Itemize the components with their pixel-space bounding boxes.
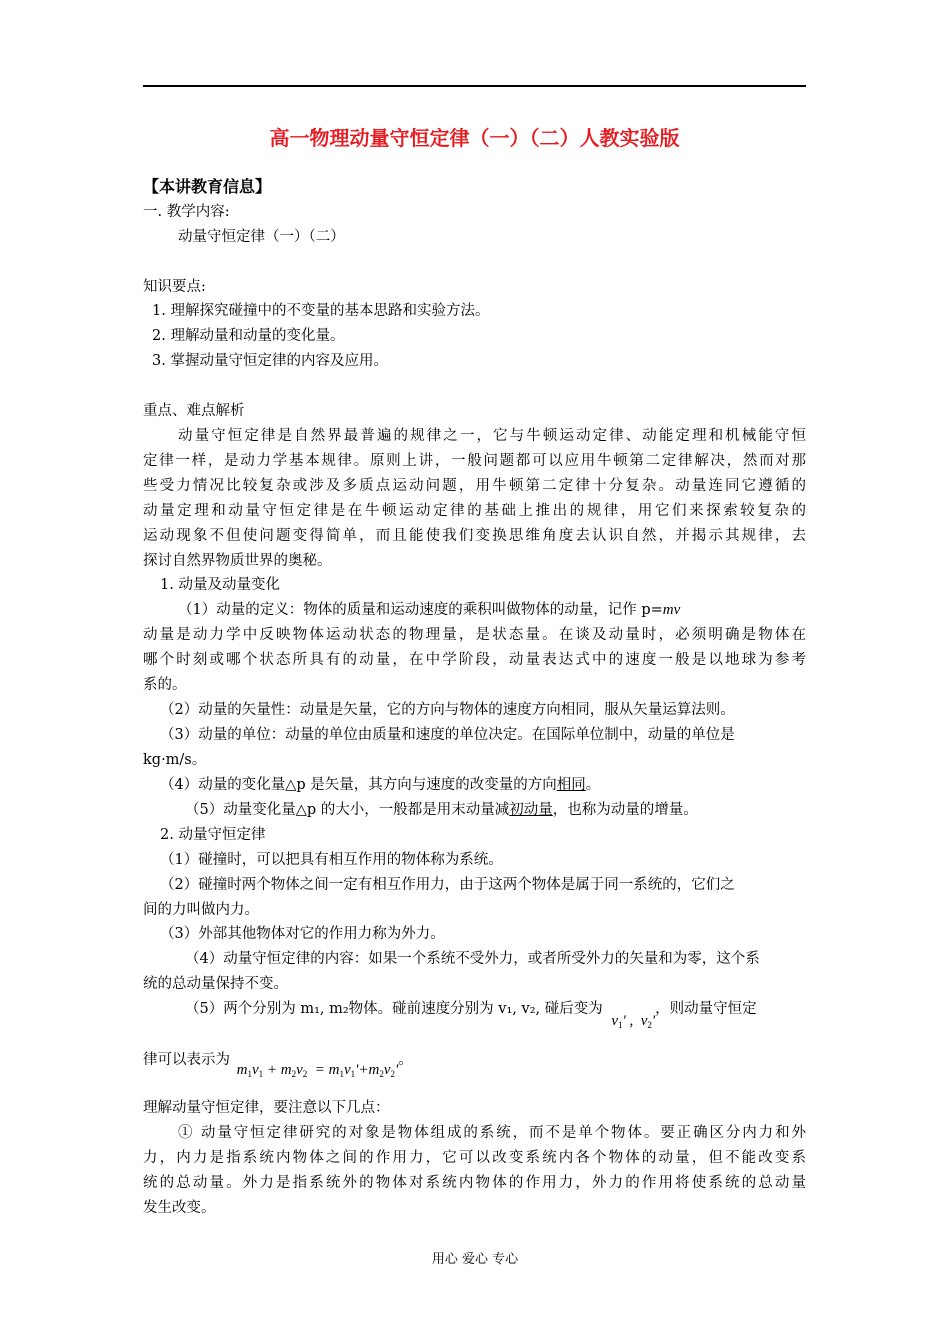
s1-vector: （2）动量的矢量性：动量是矢量，它的方向与物体的速度方向相同，服从矢量运算法则。 bbox=[160, 702, 735, 718]
notes-label: 理解动量守恒定律，要注意以下几点： bbox=[143, 1100, 390, 1116]
key-point-item: 3. 掌握动量守恒定律的内容及应用。 bbox=[152, 353, 388, 369]
s2-internal: （2）碰撞时两个物体之间一定有相互作用力，由于这两个物体是属于同一系统的，它们之 bbox=[160, 877, 735, 893]
s1-definition-cont: 动量是动力学中反映物体运动状态的物理量，是状态量。在谈及动量时，必须明确是物体在 bbox=[143, 627, 806, 643]
s1-unit: （3）动量的单位：动量的单位由质量和速度的单位决定。在国际单位制中，动量的单位是 bbox=[160, 727, 735, 743]
key-point-item: 2. 理解动量和动量的变化量。 bbox=[152, 328, 345, 344]
intro-line: 些受力情况比较复杂或涉及多质点运动问题，用牛顿第二定律十分复杂。动量连同它遵循的 bbox=[143, 478, 806, 494]
note-line: 统的总动量。外力是指系统外的物体对系统内物体的作用力，外力的作用将使系统的总动量 bbox=[143, 1175, 806, 1191]
s2-formula-intro bbox=[185, 999, 855, 1030]
s1-magnitude-text: （5）动量变化量△p 的大小，一般都是用末动量减 bbox=[185, 802, 510, 818]
section-header: 【本讲教育信息】 bbox=[143, 177, 272, 196]
s1-change-underlined: 相同 bbox=[556, 777, 586, 793]
note-line: 力，内力是指系统内物体之间的作用力，它可以改变系统内各个物体的动量，但不能改变系 bbox=[143, 1150, 806, 1166]
intro-line: 运动现象不但使问题变得简单，而且能使我们变换思维角度去认识自然，并揭示其规律，去 bbox=[143, 528, 806, 544]
s1-magnitude bbox=[185, 800, 855, 820]
s2-formula-line bbox=[143, 1050, 813, 1079]
s2-external: （3）外部其他物体对它的作用力称为外力。 bbox=[160, 926, 445, 942]
intro-line: 动量守恒定律是自然界最普遍的规律之一，它与牛顿运动定律、动能定理和机械能守恒 bbox=[178, 428, 806, 444]
momentum-conservation-formula: $m_1v_1 + m_2v_2 = m_1v_1'+m_2v_2'$ bbox=[236, 1062, 399, 1079]
intro-line: 动量定理和动量守恒定律是在牛顿运动定律的基础上推出的规律，用它们来探索较复杂的 bbox=[143, 503, 806, 519]
s1-change-text: （4）动量的变化量△p 是矢量，其方向与速度的改变量的方向 bbox=[160, 777, 557, 793]
momentum-formula: mv bbox=[662, 602, 681, 618]
analysis-label: 重点、难点解析 bbox=[143, 403, 245, 419]
s2-internal-cont: 间的力叫做内力。 bbox=[143, 902, 259, 918]
s2-content: （4）动量守恒定律的内容：如果一个系统不受外力，或者所受外力的矢量和为零，这个系 bbox=[185, 951, 760, 967]
key-points-label: 知识要点: bbox=[143, 279, 206, 295]
page-footer: 用心 爱心 专心 bbox=[431, 1252, 519, 1267]
s1-change bbox=[160, 775, 830, 795]
s1-unit-cont: kg·m/s。 bbox=[143, 752, 207, 768]
s2-formula-tail: ，则动量守恒定 bbox=[655, 1001, 757, 1017]
note-line: ① 动量守恒定律研究的对象是物体组成的系统，而不是单个物体。要正确区分内力和外 bbox=[178, 1125, 806, 1141]
s1-heading: 1. 动量及动量变化 bbox=[160, 577, 280, 593]
key-point-item: 1. 理解探究碰撞中的不变量的基本思路和实验方法。 bbox=[152, 303, 490, 319]
s1-definition-cont: 哪个时刻或哪个状态所具有的动量，在中学阶段，动量表达式中的速度一般是以地球为参考 bbox=[143, 652, 806, 668]
page-title: 高一物理动量守恒定律（一）（二）人教实验版 bbox=[269, 126, 680, 150]
s1-definition-text: （1）动量的定义：物体的质量和运动速度的乘积叫做物体的动量，记作 p= bbox=[178, 602, 663, 618]
s2-content-cont: 统的总动量保持不变。 bbox=[143, 976, 288, 992]
s2-heading: 2. 动量守恒定律 bbox=[160, 827, 266, 843]
s2-formula-end: 。 bbox=[398, 1052, 413, 1068]
s1-magnitude-end: ，也称为动量的增量。 bbox=[552, 802, 698, 818]
s1-definition bbox=[178, 600, 848, 620]
s2-system: （1）碰撞时，可以把具有相互作用的物体称为系统。 bbox=[160, 852, 503, 868]
s1-magnitude-underlined: 初动量 bbox=[509, 802, 553, 818]
teaching-content-label: 一. 教学内容: bbox=[143, 204, 230, 220]
s1-change-end: 。 bbox=[585, 777, 601, 793]
s2-formula-text: （5）两个分别为 m₁, m₂物体。碰前速度分别为 v₁, v₂, 碰后变为 bbox=[185, 1001, 603, 1017]
intro-line: 探讨自然界物质世界的奥秘。 bbox=[143, 553, 332, 569]
s1-definition-cont: 系的。 bbox=[143, 677, 187, 693]
note-line: 发生改变。 bbox=[143, 1200, 216, 1216]
teaching-content-topic: 动量守恒定律（一）（二） bbox=[178, 229, 345, 245]
s2-formula-lead: 律可以表示为 bbox=[143, 1052, 230, 1068]
header-rule bbox=[143, 85, 806, 87]
after-velocities-formula: $v_1'$ , $v_2'$ bbox=[611, 1013, 656, 1030]
intro-line: 定律一样，是动力学基本规律。原则上讲，一般问题都可以应用牛顿第二定律解决，然而对那 bbox=[143, 453, 806, 469]
